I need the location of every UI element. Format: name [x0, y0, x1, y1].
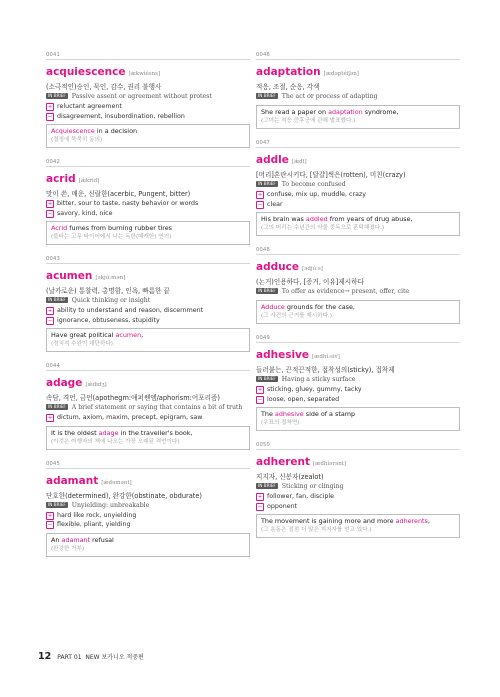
english-definition: To become confused [281, 181, 346, 188]
example-box: It is the oldest adage in the traveller's book, (이것은 여행자의 책에 나오는 가장 오래된 격언이다) [46, 426, 250, 450]
synonyms: dictum, axiom, maxim, precept, epigram, saw [57, 414, 203, 421]
word-entry [46, 461, 250, 557]
korean-meaning: 속담, 격언, 금언(apothegm:애퍼쎈엠/aphorism:어포리즘) [46, 394, 220, 402]
entry-number: 0046 [256, 52, 460, 60]
plus-icon: + [47, 415, 53, 421]
example-keyword: Acquiescence [51, 127, 95, 135]
headword: addle [256, 154, 289, 166]
pronunciation: [ӕdəptéiʃən] [323, 71, 359, 77]
korean-meaning: 지지자, 신봉자(zealot) [256, 473, 324, 481]
minus-icon: − [257, 503, 263, 510]
in-brief-tag: IN BRIEF [48, 297, 66, 302]
korean-meaning: 단호한(determined), 완강한(obstinate, obdurate) [46, 491, 202, 500]
synonyms: hard like rock, unyielding [57, 511, 137, 519]
book-title: NEW 보카니오 적중편 [85, 654, 144, 661]
minus-icon: − [257, 201, 263, 208]
example-translation: (그 운동은 점점 더 많은 지지자를 얻고 있다.) [261, 527, 372, 533]
right-column [256, 52, 460, 549]
example-box: Acquiescence in a decision (결정에 묵묵히 동의) [46, 124, 250, 148]
example-keyword: Acrid [51, 224, 68, 232]
pronunciation: [ædhíərənt] [313, 461, 347, 467]
in-brief-tag: IN BRIEF [258, 483, 276, 488]
example-keyword: adherents [395, 517, 428, 525]
pronunciation: [ǽdidʒ] [85, 382, 107, 388]
in-brief-tag: IN BRIEF [258, 181, 276, 186]
example-translation: (이것은 여행자의 책에 나오는 가장 오래된 격언이다) [51, 438, 180, 445]
example-box: Adduce grounds for the case, (그 사건의 근거를 제시하다.) [256, 300, 460, 324]
word-entry [46, 52, 250, 148]
synonyms: bitter, sour to taste, nasty behavior or words [57, 200, 199, 207]
entry-number: 0045 [46, 461, 250, 469]
entry-number: 0044 [46, 363, 250, 371]
example-box: The adhesive side of a stamp (우표의 접착면) [256, 407, 460, 431]
headword: adamant [46, 474, 99, 487]
plus-icon: + [47, 308, 53, 314]
example-keyword: addled [305, 215, 328, 223]
pronunciation: [ədjúːs] [301, 266, 323, 272]
entry-number: 0041 [46, 52, 250, 60]
headword: acquiescence [46, 66, 126, 78]
plus-icon: + [257, 494, 263, 500]
entry-number: 0049 [256, 335, 460, 343]
plus-icon: + [47, 512, 53, 519]
page-footer [38, 651, 144, 662]
korean-meaning: 들러붙는, 끈적끈적한, 접착성의(sticky), 접착제 [256, 366, 395, 374]
korean-meaning: 맛이 쓴, 매운, 신랄한(acerbic, Pungent, bitter) [46, 190, 191, 198]
example-translation: (정치적 수완이 대단하다) [51, 341, 113, 347]
left-column [46, 52, 250, 568]
minus-icon: − [47, 113, 53, 120]
synonyms: confuse, mix up, muddle, crazy [267, 191, 366, 198]
entry-number: 0043 [46, 256, 250, 264]
entry-number: 0048 [256, 247, 460, 255]
example-box: The movement is gaining more and more adherents, (그 운동은 점점 더 많은 지지자를 얻고 있다.) [256, 514, 460, 538]
entry-number: 0047 [256, 140, 460, 148]
plus-icon: + [257, 192, 263, 198]
example-keyword: acumen [115, 331, 142, 339]
synonyms: follower, fan, disciple [267, 493, 334, 500]
headword: adage [46, 377, 83, 389]
korean-meaning: (날카로운) 통찰력, 총명함, 인욕, 빠름한 끝 [46, 287, 170, 295]
example-translation: (그녀는 적응 증후군에 관해 발표했다.) [261, 118, 356, 124]
antonyms: flexible, pliant, yielding [57, 521, 131, 528]
part-label: PART 01 [57, 654, 82, 661]
example-box: An adamant refusal (완강한 거부) [46, 533, 250, 557]
korean-meaning: [머리]혼란시키다, [달걀]썩은(rotten), 미친(crazy) [256, 171, 406, 179]
pronunciation: [ӕkwiésns] [128, 71, 161, 77]
in-brief-tag: IN BRIEF [48, 501, 66, 507]
example-keyword: adamant [61, 535, 91, 544]
word-entry [46, 159, 250, 245]
plus-icon: + [47, 201, 53, 207]
word-entry [256, 442, 460, 538]
minus-icon: − [257, 396, 263, 403]
word-entry [256, 247, 460, 324]
example-box: Acrid fumes from burning rubber tires (불타는 고무 타이어에서 나는 독한(매캐한) 연기) [46, 221, 250, 245]
english-definition: Sticking or clinging [281, 483, 344, 490]
minus-icon: − [47, 317, 53, 324]
page-number: 12 [38, 651, 52, 662]
antonyms: clear [267, 200, 283, 208]
example-translation: (그의 머리는 수년간의 약물 중독으로 혼탁해졌다.) [261, 225, 385, 231]
example-translation: (결정에 묵묵히 동의) [51, 137, 103, 143]
antonyms: opponent [267, 502, 298, 510]
word-entry [46, 363, 250, 450]
synonyms: ability to understand and reason, discernment [57, 307, 204, 314]
example-box: Have great political acumen, (정치적 수완이 대단하다) [46, 328, 250, 352]
korean-meaning: (논거)인용하다, [증거, 이유]제시하다 [256, 278, 364, 286]
example-translation: (완강한 거부) [51, 545, 85, 552]
english-definition: Having a sticky surface [281, 376, 356, 383]
example-translation: (그 사건의 근거를 제시하다.) [261, 313, 332, 319]
example-keyword: adage [98, 428, 119, 437]
english-definition: A brief statement or saying that contains a bit of truth [71, 404, 243, 411]
example-translation: (우표의 접착면) [261, 420, 300, 426]
word-entry [256, 52, 460, 129]
word-entry [256, 335, 460, 431]
in-brief-tag: IN BRIEF [258, 288, 276, 293]
headword: adherent [256, 456, 310, 468]
example-keyword: adaptation [328, 108, 363, 116]
in-brief-tag: IN BRIEF [48, 93, 66, 98]
headword: adduce [256, 261, 299, 273]
pronunciation: [ǽdəmənt] [101, 479, 132, 486]
korean-meaning: (소극적인)승인, 묵인, 감수, 권리 불행사 [46, 83, 162, 91]
in-brief-tag: IN BRIEF [258, 93, 276, 98]
synonyms: sticking, gluey, gummy, tacky [267, 386, 362, 393]
pronunciation: [ǽkrid] [78, 178, 100, 184]
example-box: She read a paper on adaptation syndrome, (그녀는 적응 증후군에 관해 발표했다.) [256, 105, 460, 129]
english-definition: The act or process of adapting [281, 93, 378, 100]
antonyms: savory, kind, nice [57, 209, 113, 217]
word-entry [256, 140, 460, 236]
pronunciation: [ǽdl] [291, 159, 307, 165]
entry-number: 0042 [46, 159, 250, 167]
plus-icon: + [257, 387, 263, 393]
entry-number: 0050 [256, 442, 460, 450]
pronunciation: [ædhíːsiv] [312, 354, 340, 360]
headword: adhesive [256, 349, 310, 361]
in-brief-tag: IN BRIEF [48, 404, 66, 409]
headword: acrid [46, 173, 76, 185]
antonyms: loose, open, separated [267, 395, 340, 403]
antonyms: ignorance, obtuseness, stupidity [57, 316, 160, 324]
korean-meaning: 적응, 조절, 순응, 각색 [256, 83, 320, 91]
english-definition: Unyielding: unbreakable [71, 501, 150, 509]
example-keyword: adhesive [274, 410, 304, 418]
word-entry [46, 256, 250, 352]
in-brief-tag: IN BRIEF [258, 376, 276, 381]
headword: acumen [46, 270, 93, 282]
synonyms: reluctant agreement [57, 103, 122, 110]
minus-icon: − [47, 210, 53, 217]
headword: adaptation [256, 66, 321, 78]
minus-icon: − [47, 522, 53, 528]
english-definition: Passive assent or agreement without protest [71, 93, 212, 100]
english-definition: Quick thinking or insight [71, 297, 151, 304]
example-box: His brain was addled from years of drug abuse, (그의 머리는 수년간의 약물 중독으로 혼탁해졌다.) [256, 212, 460, 236]
example-translation: (불타는 고무 타이어에서 나는 독한(매캐한) 연기) [51, 234, 172, 240]
plus-icon: + [47, 104, 53, 110]
english-definition: To offer as evidence→ present, offer, cite [281, 288, 410, 295]
pronunciation: [əkjúːmən] [95, 275, 126, 281]
antonyms: disagreement, insubordination, rebellion [57, 112, 185, 120]
example-keyword: Adduce [261, 303, 285, 311]
